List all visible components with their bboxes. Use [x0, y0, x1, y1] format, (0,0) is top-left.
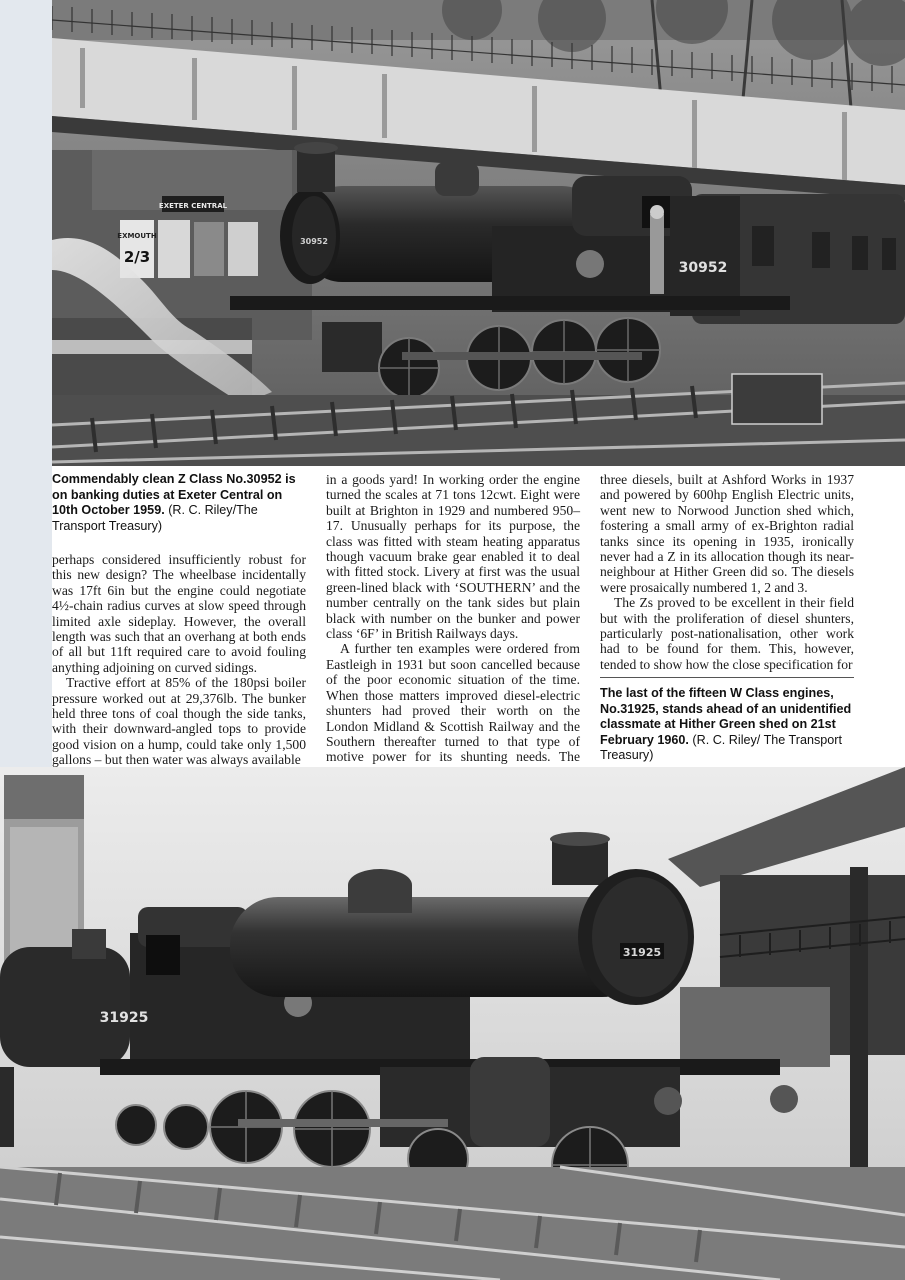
caption-bottom-bold: The last of the fifteen W Class engines, No.31925, stands ahead of an unidentified classmate at Hither Green shed on 21st February 1960.	[600, 686, 852, 747]
caption-top-photo	[52, 472, 308, 534]
caption-top-bold: Commendably clean Z Class No.30952 is on banking duties at Exeter Central on 10th October 1959.	[52, 472, 296, 518]
poster-destination: EXMOUTH	[117, 232, 157, 240]
photo-w-class-31925	[0, 767, 905, 1280]
page-margin-strip	[0, 0, 52, 767]
caption-divider	[600, 677, 854, 678]
station-name-sign: EXETER CENTRAL	[158, 202, 228, 210]
column-2-paragraph-1: in a goods yard! In working order the engine turned the scales at 71 tons 12cwt. Eight were built at Brighton in 1929 and numbered 950–17. Unusually perhaps for its purpose, the class was fitted with steam heating apparatus though vacuum brake gear enabled it to deal with fitted stock. Livery at first was the usual green-lined black with ‘SOUTHERN’ and the number centrally on the tank sides but plain black with number on the bunker and power class ‘6F’ in British Railways days.	[326, 472, 580, 642]
text-column-3	[600, 472, 854, 672]
smokebox-number-plate: 30952	[300, 237, 328, 246]
cab-side-number: 30952	[678, 260, 728, 276]
column-2-paragraph-2: A further ten examples were ordered from Eastleigh in 1931 but soon cancelled because of the poor economic situation of the time. When those matters improved diesel-electric shunters had proved their worth on the London Midland & Scottish Railway and the Southern thereafter turned to that type of motive power for its shunting needs. The	[326, 641, 580, 765]
column-3-paragraph-2: The Zs proved to be excellent in their field but with the proliferation of diesel shunters, particularly post-nationalisation, other work had to be found for them. This, however, tended to show how the close specification for	[600, 595, 854, 672]
column-1-paragraph-2: Tractive effort at 85% of the 180psi boiler pressure worked out at 29,376lb. The bunker held three tons of coal though the side tanks, with their downward-angled tops to provide good vision on a hump, could take only 1,500 gallons – but then water was always available	[52, 675, 306, 768]
caption-bottom-photo	[600, 686, 856, 764]
caption-top-credit: (R. C. Riley/The Transport Treasury)	[52, 503, 258, 533]
column-3-paragraph-1: three diesels, built at Ashford Works in 1937 and powered by 600hp English Electric units, went new to Norwood Junction shed which, fostering a small army of ex-Brighton radial tanks since its opening in 1935, ironically never had a Z in its allocation though its near-neighbour at Hither Green did so. The diesels were prosaically numbered 1, 2 and 3.	[600, 472, 854, 595]
photo-z-class-30952	[52, 0, 905, 466]
caption-bottom-credit: (R. C. Riley/ The Transport Treasury)	[600, 732, 842, 763]
column-1-paragraph-1: perhaps considered insufficiently robust for this new design? The wheelbase incidentally was 17ft 6in but the engine could negotiate 4½-chain radius curves at slow speed through limited axle sideplay. However, the overall length was such that an overhang at both ends of all but 11ft required care to avoid fouling anything adjoining on curved sidings.	[52, 552, 306, 675]
poster-fare: 2/3	[123, 248, 151, 266]
bunker-number: 31925	[99, 1010, 149, 1026]
text-column-2	[326, 472, 580, 780]
smokebox-number-plate-bottom: 31925	[622, 946, 662, 959]
text-column-1	[52, 552, 306, 768]
